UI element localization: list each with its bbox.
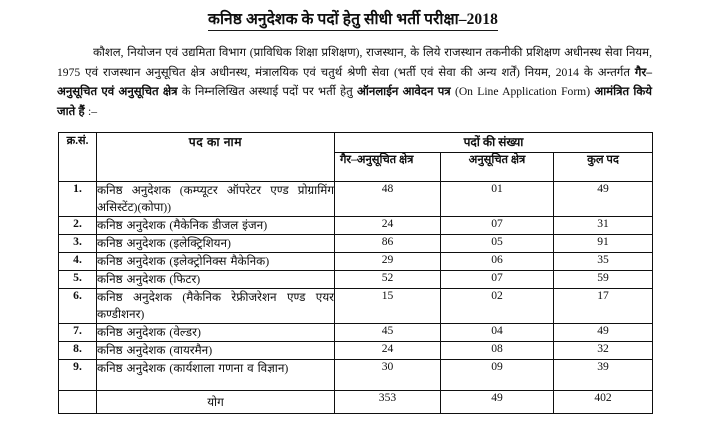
cell-serial: 6. [59, 289, 97, 324]
cell-total-label: योग [97, 391, 335, 414]
cell-non-scheduled: 29 [335, 253, 441, 271]
cell-serial: 8. [59, 342, 97, 360]
cell-total: 17 [554, 289, 653, 324]
cell-post-name: कनिष्ठ अनुदेशक (मैकेनिक रेफ्रीजरेशन एण्ड एयर कण्डीशनर) [97, 289, 335, 324]
cell-total: 49 [554, 182, 653, 217]
cell-scheduled: 05 [441, 235, 554, 253]
cell-non-scheduled: 30 [335, 360, 441, 391]
cell-total-scheduled: 49 [441, 391, 554, 414]
intro-paragraph [57, 43, 652, 121]
intro-segment-4-bold: ऑनलाईन आवेदन पत्र [357, 85, 451, 99]
cell-total: 49 [554, 324, 653, 342]
cell-scheduled: 02 [441, 289, 554, 324]
cell-total-non-scheduled: 353 [335, 391, 441, 414]
column-header-group-post-count: पदों की संख्या [335, 133, 653, 153]
cell-post-name: कनिष्ठ अनुदेशक (वेल्डर) [97, 324, 335, 342]
table-row [59, 253, 653, 271]
cell-post-name: कनिष्ठ अनुदेशक (कम्प्यूटर ऑपरेटर एण्ड प्रोग्रामिंग असिस्टेंट)(कोपा)) [97, 182, 335, 217]
intro-segment-3: के निम्नलिखित अस्थाई पदों पर भर्ती हेतु [177, 85, 358, 99]
page-title [0, 10, 706, 31]
cell-non-scheduled: 24 [335, 217, 441, 235]
table-row [59, 360, 653, 391]
cell-post-name: कनिष्ठ अनुदेशक (वायरमैन) [97, 342, 335, 360]
posts-table [58, 132, 653, 414]
table-row [59, 324, 653, 342]
page-title-text: कनिष्ठ अनुदेशक के पदों हेतु सीधी भर्ती परीक्षा–2018 [208, 10, 498, 31]
cell-serial: 7. [59, 324, 97, 342]
cell-post-name: कनिष्ठ अनुदेशक (इलेक्ट्रोनिक्स मैकेनिक) [97, 253, 335, 271]
cell-total: 91 [554, 235, 653, 253]
cell-non-scheduled: 52 [335, 271, 441, 289]
intro-segment-6-bold: आमंत्रित किये जाते हैं [57, 85, 653, 118]
table-row [59, 217, 653, 235]
cell-non-scheduled: 45 [335, 324, 441, 342]
column-header-scheduled: अनुसूचित क्षेत्र [441, 153, 554, 182]
cell-post-name: कनिष्ठ अनुदेशक (मैकेनिक डीजल इंजन) [97, 217, 335, 235]
cell-post-name: कनिष्ठ अनुदेशक (कार्यशाला गणना व विज्ञान) [97, 360, 335, 391]
cell-total: 59 [554, 271, 653, 289]
cell-total: 35 [554, 253, 653, 271]
cell-non-scheduled: 24 [335, 342, 441, 360]
cell-serial: 9. [59, 360, 97, 391]
cell-post-name: कनिष्ठ अनुदेशक (इलेक्ट्रिशियन) [97, 235, 335, 253]
cell-non-scheduled: 15 [335, 289, 441, 324]
column-header-total: कुल पद [554, 153, 653, 182]
table-header-row-1 [59, 133, 653, 153]
table-header [59, 133, 653, 182]
cell-total: 32 [554, 342, 653, 360]
cell-post-name: कनिष्ठ अनुदेशक (फिटर) [97, 271, 335, 289]
table-row [59, 289, 653, 324]
cell-scheduled: 04 [441, 324, 554, 342]
cell-scheduled: 09 [441, 360, 554, 391]
table-row [59, 235, 653, 253]
cell-total-serial-blank [59, 391, 97, 414]
column-header-post-name: पद का नाम [97, 133, 335, 182]
table-row [59, 271, 653, 289]
cell-total: 39 [554, 360, 653, 391]
cell-serial: 5. [59, 271, 97, 289]
intro-segment-1: कौशल, नियोजन एवं उद्यमिता विभाग (प्राविधिक शिक्षा प्रशिक्षण), राजस्थान, के लिये राजस्थान तकनीकी प्रशिक्षण अधीनस्थ सेवा नियम, 1975 एवं राजस्थान अनुसूचित क्षेत्र अधीनस्थ, मंत्रालयिक एवं चतुर्थ श्रेणी सेवा (भर्ती एवं सेवा की अन्य शर्तें) नियम, 2014 के अन्तर्गत [57, 46, 652, 79]
intro-segment-2-bold: गैर–अनुसूचित एवं अनुसूचित क्षेत्र [57, 65, 652, 99]
table-body [59, 182, 653, 414]
cell-non-scheduled: 86 [335, 235, 441, 253]
column-header-serial: क्र.सं. [59, 133, 97, 182]
cell-scheduled: 01 [441, 182, 554, 217]
cell-serial: 2. [59, 217, 97, 235]
cell-serial: 3. [59, 235, 97, 253]
cell-serial: 4. [59, 253, 97, 271]
posts-table-wrapper [58, 132, 652, 414]
cell-scheduled: 08 [441, 342, 554, 360]
table-row [59, 182, 653, 217]
table-row [59, 342, 653, 360]
cell-scheduled: 06 [441, 253, 554, 271]
intro-segment-5-latin: (On Line Application Form) [450, 85, 595, 99]
column-header-non-scheduled: गैर–अनुसूचित क्षेत्र [335, 153, 441, 182]
cell-total-grand: 402 [554, 391, 653, 414]
intro-segment-7: :– [84, 104, 97, 118]
cell-scheduled: 07 [441, 271, 554, 289]
cell-total: 31 [554, 217, 653, 235]
table-total-row [59, 391, 653, 414]
cell-scheduled: 07 [441, 217, 554, 235]
cell-non-scheduled: 48 [335, 182, 441, 217]
cell-serial: 1. [59, 182, 97, 217]
